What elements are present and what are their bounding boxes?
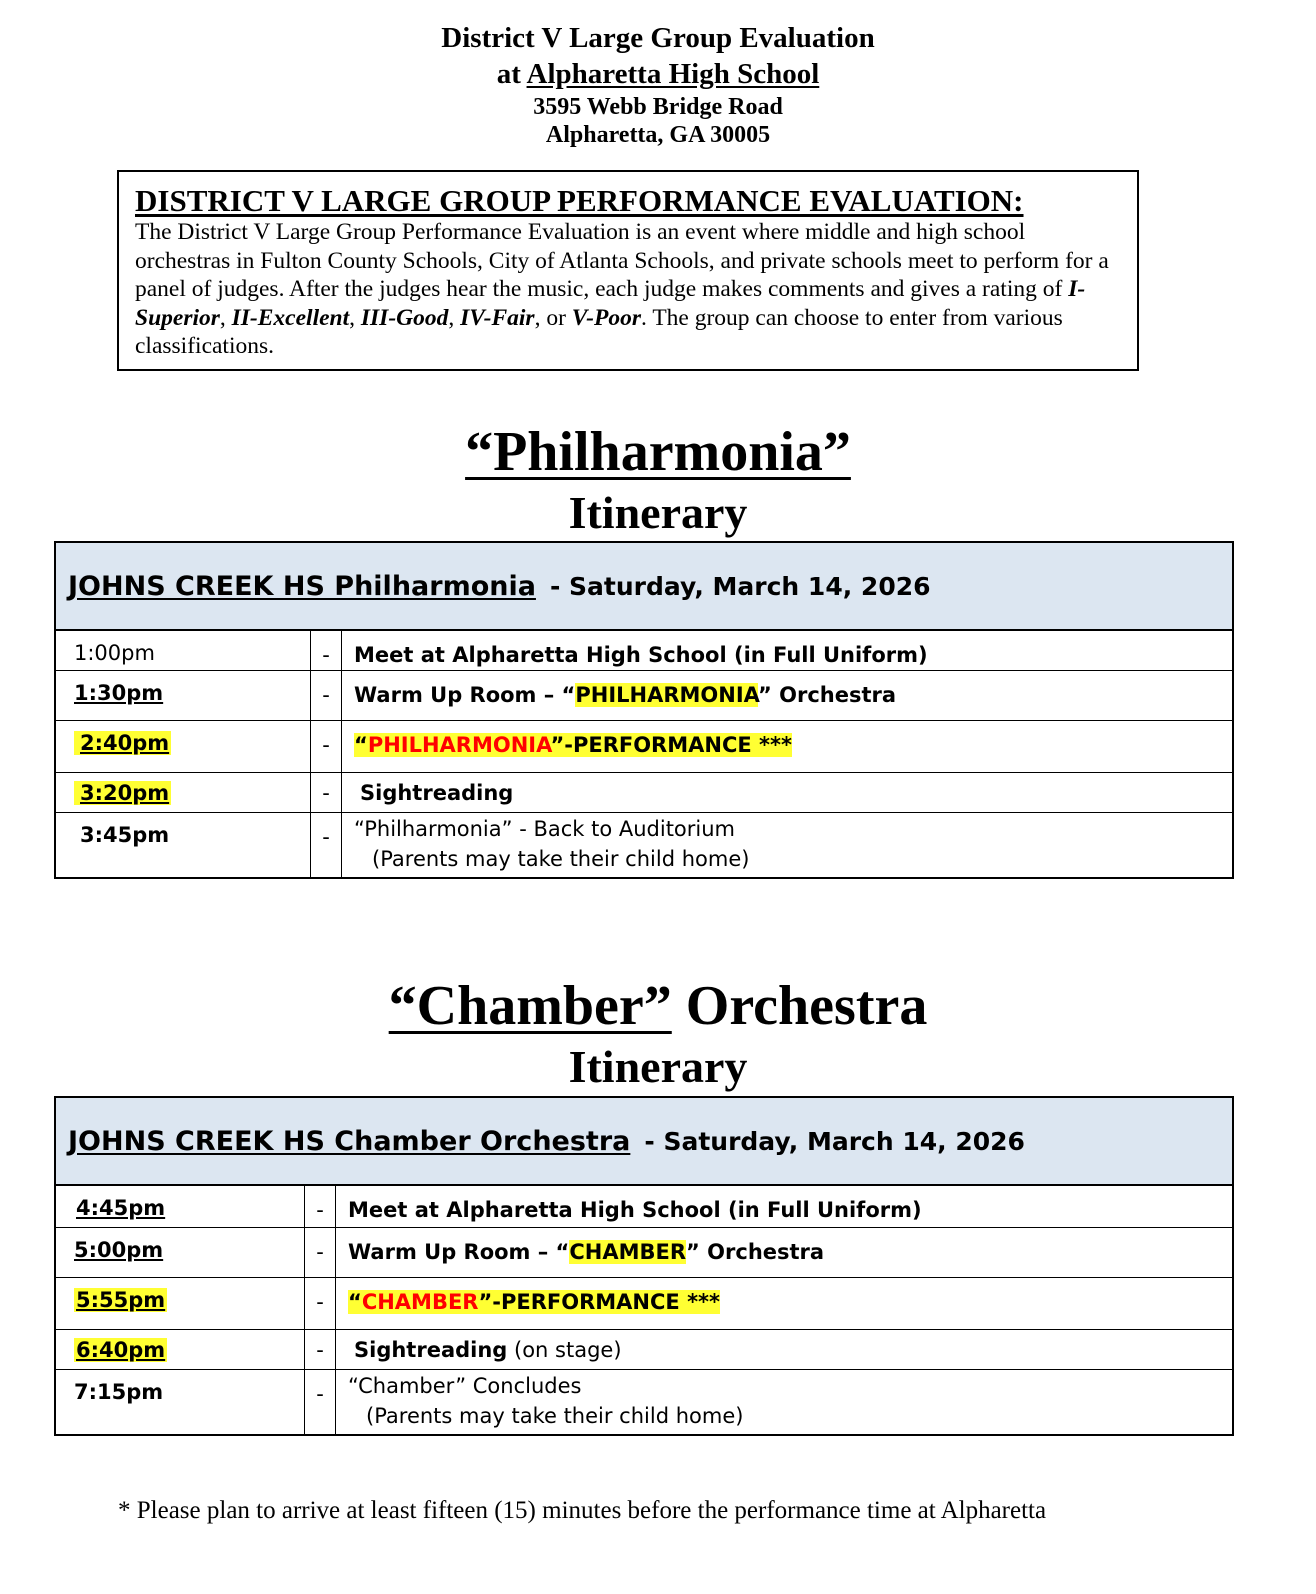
time-cell <box>55 1185 305 1227</box>
desc-cell <box>336 1185 1234 1227</box>
footnote: * Please plan to arrive at least fifteen (15) minutes before the performance time at Alpharetta <box>118 1497 1047 1524</box>
desc-text: Warm Up Room – “ <box>348 1239 570 1264</box>
time-text: 5:55pm <box>76 1287 166 1312</box>
time-text: 3:20pm <box>74 781 171 805</box>
info-text <box>135 218 1125 361</box>
desc-highlight: PHILHARMONIA <box>575 682 758 707</box>
table-row <box>55 630 1233 670</box>
time-text: 4:45pm <box>76 1196 166 1220</box>
chamber-itinerary-label: Itinerary <box>568 1041 748 1092</box>
dash-cell: - <box>305 1277 336 1329</box>
desc-cell <box>342 670 1234 720</box>
desc-text: Sightreading <box>360 780 514 805</box>
performance-name: PHILHARMONIA <box>367 732 551 757</box>
table-header-cell <box>55 542 1233 630</box>
dash-cell: - <box>305 1185 336 1227</box>
address-line-2: Alpharetta, GA 30005 <box>545 122 771 148</box>
event-date: - Saturday, March 14, 2026 <box>549 571 931 601</box>
time-text: 1:00pm <box>74 641 155 665</box>
info-heading: DISTRICT V LARGE GROUP PERFORMANCE EVALUATION: <box>135 183 1024 218</box>
philharmonia-title <box>0 420 1316 484</box>
time-cell <box>55 1329 305 1369</box>
info-sep: , <box>448 304 461 331</box>
time-cell <box>55 812 311 878</box>
chamber-schedule-table <box>54 1096 1234 1436</box>
time-cell <box>55 630 311 670</box>
time-text: 7:15pm <box>74 1379 164 1404</box>
desc-cell <box>342 772 1234 812</box>
rating-2: II-Excellent <box>231 304 350 331</box>
dash-cell: - <box>311 812 342 878</box>
rating-1: I-Superior <box>135 276 1086 331</box>
chamber-title-rest: Orchestra <box>671 975 928 1037</box>
desc-cell <box>342 630 1234 670</box>
dash-cell: - <box>311 720 342 772</box>
dash-cell: - <box>305 1227 336 1277</box>
time-text: 1:30pm <box>74 680 164 705</box>
time-cell <box>55 1277 305 1329</box>
philharmonia-itinerary-label: Itinerary <box>568 487 748 538</box>
info-sep: , or <box>534 304 572 331</box>
info-sep: , <box>219 304 232 331</box>
dash-cell: - <box>311 630 342 670</box>
desc-cell <box>342 812 1234 878</box>
table-row <box>55 1277 1233 1329</box>
desc-cell <box>336 1369 1234 1435</box>
table-row <box>55 1329 1233 1369</box>
desc-text: Meet at Alpharetta High School (in Full Uniform) <box>348 1198 922 1222</box>
info-sep: , <box>349 304 361 331</box>
desc-extra: (on stage) <box>507 1337 622 1362</box>
desc-text: “Chamber” Concludes <box>348 1373 582 1398</box>
venue-prefix: at <box>496 58 521 90</box>
time-cell <box>55 1369 305 1435</box>
ensemble-name: JOHNS CREEK HS Chamber Orchestra <box>68 1125 631 1157</box>
table-row <box>55 1369 1233 1435</box>
philharmonia-title-text: “Philharmonia” <box>465 421 851 483</box>
desc-cell <box>342 720 1234 772</box>
table-header-row <box>55 542 1233 630</box>
table-row <box>55 1185 1233 1227</box>
desc-text: ”-PERFORMANCE *** <box>550 732 792 757</box>
time-text: 5:00pm <box>74 1237 164 1262</box>
desc-text: ” Orchestra <box>686 1239 825 1264</box>
ensemble-name: JOHNS CREEK HS Philharmonia <box>68 570 536 602</box>
desc-text: “ <box>348 1289 362 1314</box>
philharmonia-schedule-table <box>54 541 1234 879</box>
info-text-part: . The group can choose to enter from various classifications. <box>135 304 1063 360</box>
venue-school: Alpharetta High School <box>526 58 820 90</box>
event-date: - Saturday, March 14, 2026 <box>644 1126 1025 1156</box>
info-box <box>117 170 1139 371</box>
desc-subtext: (Parents may take their child home) <box>366 1403 744 1428</box>
desc-text: “ <box>354 732 368 757</box>
time-text: 3:45pm <box>80 822 170 847</box>
desc-text: ” Orchestra <box>758 682 897 707</box>
performance-name: CHAMBER <box>361 1289 479 1314</box>
desc-text: Warm Up Room – “ <box>354 682 576 707</box>
desc-text: ”-PERFORMANCE *** <box>478 1289 721 1314</box>
rating-3: III-Good <box>360 304 449 331</box>
chamber-title <box>0 974 1316 1038</box>
desc-highlight: CHAMBER <box>569 1239 687 1264</box>
time-text: 6:40pm <box>76 1337 166 1362</box>
table-row <box>55 1227 1233 1277</box>
rating-5: V-Poor <box>571 304 641 331</box>
table-header-row <box>55 1097 1233 1185</box>
time-cell <box>55 670 311 720</box>
table-row <box>55 812 1233 878</box>
dash-cell: - <box>305 1369 336 1435</box>
desc-text: “Philharmonia” - Back to Auditorium <box>354 816 736 841</box>
dash-cell: - <box>305 1329 336 1369</box>
chamber-title-underlined: “Chamber” <box>388 975 672 1037</box>
time-cell <box>55 720 311 772</box>
desc-cell <box>336 1329 1234 1369</box>
rating-4: IV-Fair <box>460 304 535 331</box>
time-cell <box>55 1227 305 1277</box>
dash-cell: - <box>311 670 342 720</box>
table-row <box>55 670 1233 720</box>
table-row <box>55 720 1233 772</box>
document-title: District V Large Group Evaluation <box>441 22 875 54</box>
info-text-part: The District V Large Group Performance Evaluation is an event where middle and high school orchestras in Fulton County Schools, City of Atlanta Schools, and private schools meet to perform for a panel of judges. After the judges hear the music, each judge makes comments and gives a rating of <box>135 219 1109 303</box>
table-row <box>55 772 1233 812</box>
table-header-cell <box>55 1097 1233 1185</box>
desc-cell <box>336 1277 1234 1329</box>
desc-text: Sightreading <box>354 1337 508 1362</box>
desc-text: Meet at Alpharetta High School (in Full Uniform) <box>354 643 928 667</box>
time-text: 2:40pm <box>74 731 171 755</box>
desc-cell <box>336 1227 1234 1277</box>
desc-subtext: (Parents may take their child home) <box>372 846 750 871</box>
address-line-1: 3595 Webb Bridge Road <box>533 94 783 120</box>
time-cell <box>55 772 311 812</box>
dash-cell: - <box>311 772 342 812</box>
venue-line <box>0 58 1316 91</box>
